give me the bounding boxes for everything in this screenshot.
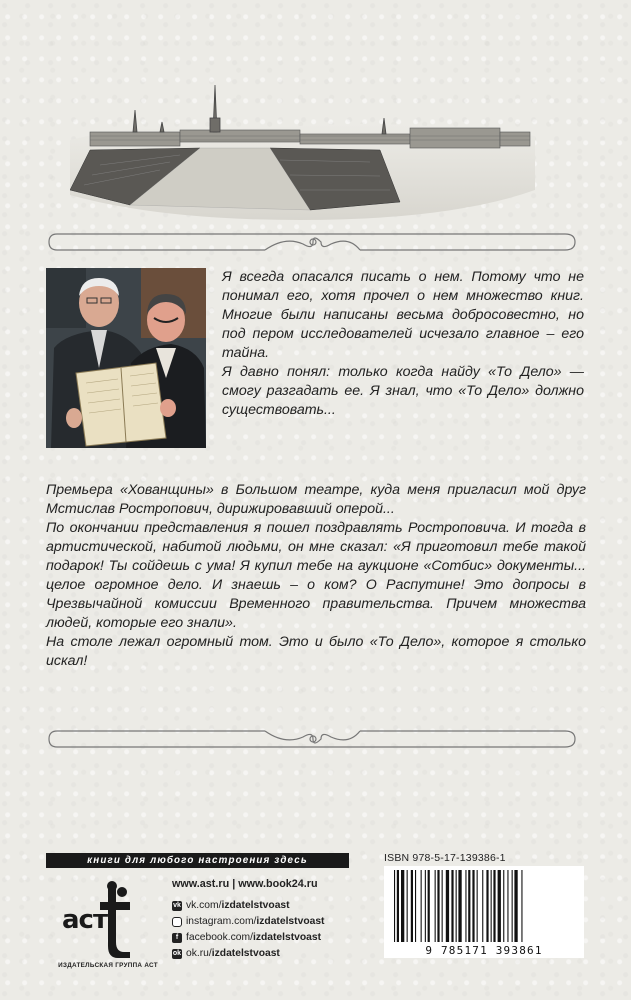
social-link-vk[interactable] [172,899,352,912]
social-prefix: instagram.com/ [186,916,257,927]
publisher-links [172,878,352,963]
book-annotation [46,481,586,671]
social-handle: izdatelstvoast [221,900,290,911]
instagram-icon [172,917,182,927]
social-handle: izdatelstvoast [256,916,325,927]
ornament-divider-bottom [45,727,580,751]
quote-paragraph: Я всегда опасался писать о нем. Потому что не понимал его, хотя прочел о нем множество книг. Многие были написаны весьма добросовестно, но под пером исследователей исчезало главное – его тайна. [222,269,584,361]
social-link-facebook[interactable] [172,931,352,944]
logo-caption: ИЗДАТЕЛЬСКАЯ ГРУППА АСТ [58,962,158,969]
barcode [384,866,584,958]
social-link-ok[interactable] [172,947,352,960]
social-prefix: vk.com/ [186,900,222,911]
story-paragraph: Премьера «Хованщины» в Большом театре, куда меня пригласил мой друг Мстислав Ростропович, дирижировавший оперой... [46,482,586,517]
barcode-bars [394,870,574,944]
logo-text: аст [62,905,108,935]
facebook-icon: f [172,933,182,943]
publisher-websites[interactable]: www.ast.ru | www.book24.ru [172,878,318,890]
city-engraving [70,70,535,225]
author-photo [46,268,206,448]
ok-icon: ok [172,949,182,957]
isbn-label: ISBN 978-5-17-139386-1 [384,852,506,864]
author-quote [222,268,584,420]
social-prefix: ok.ru/ [186,948,212,959]
barcode-digits: 9 785171 393861 [425,944,543,957]
social-handle: izdatelstvoast [211,948,280,959]
vk-icon: vk [173,901,181,909]
social-prefix: facebook.com/ [186,932,253,943]
quote-paragraph: Я давно понял: только когда найду «То Дело» — смогу разгадать ее. Я знал, что «То Дело» должно существовать... [222,364,584,418]
social-handle: izdatelstvoast [252,932,322,943]
story-paragraph: По окончании представления я пошел поздравлять Ростроповича. И тогда в артистической, набитой людьми, он мне сказал: «Я приготовил тебе такой подарок! Ты сойдешь с ума! Я купил тебе на аукционе «Сотбис» документы... целое огромное дело. И знаешь – о ком? О Распутине! Это допросы в Чрезвычайной комиссии Временного правительства. Причем множества людей, которые его знали». [46,520,586,631]
ornament-divider-top [45,230,580,254]
story-paragraph: На столе лежал огромный том. Это и было «То Дело», которое я столько искал! [46,634,586,669]
publisher-tagline: книги для любого настроения здесь [46,853,349,868]
social-link-instagram[interactable] [172,915,352,928]
